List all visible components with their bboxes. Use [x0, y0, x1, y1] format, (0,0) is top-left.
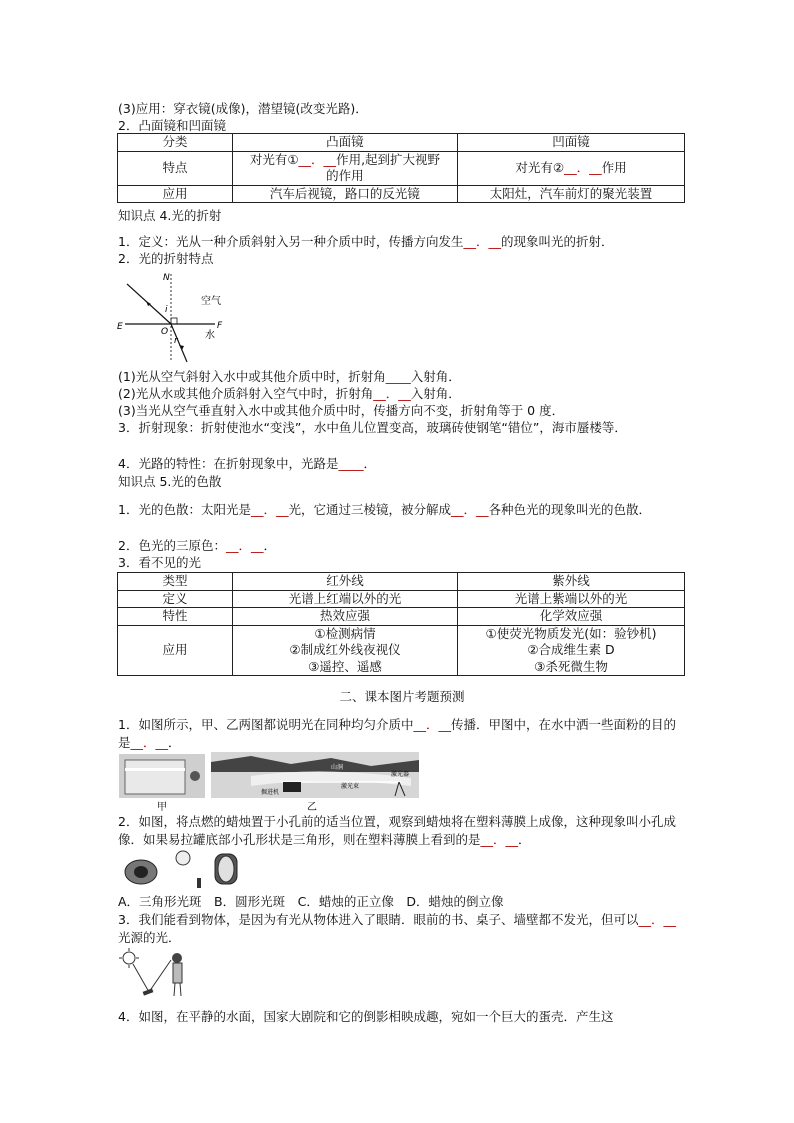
table-header-cell: 凹面镜 — [457, 134, 684, 152]
label-n: N — [163, 273, 170, 283]
d1-text-b: 光，它通过三棱镜，被分解成 — [288, 502, 451, 517]
q1-text-a: 1．如图所示，甲、乙两图都说明光在同种均匀介质中 — [118, 717, 414, 732]
film-screen — [218, 856, 234, 882]
section-title: 二、课本图片考题预测 — [339, 689, 465, 704]
answer-blank: __．__ — [463, 234, 501, 249]
sun-rays — [119, 948, 139, 968]
table-cell: 定义 — [118, 590, 233, 608]
light-path-property — [118, 455, 376, 473]
list-item: ①检测病情 — [314, 625, 376, 641]
label-f: F — [217, 321, 223, 331]
q3-text-a: 3．我们能看到物体，是因为有光从物体进入了眼睛．眼前的书、桌子、墙壁都不发光，但可以 — [118, 912, 639, 927]
reflected-ray — [149, 960, 171, 992]
table-header-cell: 红外线 — [232, 573, 457, 591]
uv-apps-cell — [457, 625, 684, 676]
question-4: 4．如图，在平静的水面，国家大剧院和它的倒影相映成趣，宛如一个巨大的蛋壳．产生这 — [118, 1009, 614, 1024]
water-tank — [125, 760, 185, 794]
refraction-point-1 — [118, 368, 461, 386]
table-cell: 光谱上红端以外的光 — [232, 590, 457, 608]
concave-feature-b: 作用 — [601, 159, 627, 175]
list-item: ③遥控、遥感 — [308, 658, 382, 674]
fig-label: 掘进机 — [261, 789, 280, 796]
figure-jia-label: 甲 — [157, 802, 167, 812]
light-ray — [133, 964, 149, 992]
answer-blank: __．__ — [480, 831, 519, 847]
tunnel-borer-icon — [283, 782, 301, 792]
fig-label: 激光器 — [391, 771, 410, 778]
def-text-b: 的现象叫光的折射． — [500, 234, 614, 249]
concave-feature-cell — [457, 151, 684, 185]
can-end — [134, 866, 148, 878]
p2-text-b: 入射角． — [410, 386, 461, 401]
q2-text-a: 2．如图，将点燃的蜡烛置于小孔前的适当位置，观察到蜡烛将在塑料薄膜上成像，这种现象叫小孔成像．如果易拉罐底部小孔形状是三角形，则在塑料薄膜上看到的是 — [118, 814, 676, 847]
table-cell: 化学效应强 — [457, 608, 684, 626]
table-cell: 应用 — [118, 625, 233, 676]
apply-label: 应用 — [118, 185, 233, 203]
answer-blank: __．__ — [225, 538, 264, 553]
path-text-a: 4．光路的特性：在折射现象中，光路是 — [118, 456, 339, 471]
d1-text-a: 1．光的色散：太阳光是 — [118, 502, 251, 517]
concave-apply: 太阳灶，汽车前灯的聚光装置 — [457, 185, 684, 203]
answer-blank: __．__ — [373, 386, 411, 401]
q1-text-b: 传播．甲图中，在水中洒一些面粉的目的是 — [118, 717, 676, 750]
refraction-point-3: (3)当光从空气垂直射入水中或其他介质中时，传播方向不变，折射角等于 0 度． — [118, 403, 565, 418]
table-row — [118, 625, 685, 676]
d1-text-c: 各种色光的现象叫光的色散． — [488, 502, 652, 517]
answer-blank: __．__ — [638, 912, 676, 927]
table-row — [118, 590, 685, 608]
q3-text-b: 光源的光． — [118, 929, 181, 945]
answer-blank: __．__ — [413, 717, 451, 732]
answer-blank: __．__ — [130, 734, 169, 750]
label-e: E — [117, 322, 123, 332]
girl-head-icon — [172, 953, 182, 963]
table-cell: 光谱上紫端以外的光 — [457, 590, 684, 608]
fig-label: 激光束 — [341, 783, 360, 790]
refraction-diagram — [117, 268, 237, 364]
convex-feature-c: 的作用 — [326, 168, 364, 183]
refraction-definition — [118, 233, 614, 251]
mirrors-heading: 2．凸面镜和凹面镜 — [118, 118, 226, 133]
primary-colors — [118, 537, 276, 555]
def-text-a: 1．定义：光从一种介质斜射入另一种介质中时，传播方向发生 — [118, 234, 464, 249]
candle-icon — [197, 878, 201, 888]
pinhole-figure — [119, 848, 239, 892]
table-cell: 特性 — [118, 608, 233, 626]
path-text-b: ． — [363, 456, 376, 471]
refraction-phenomena: 3．折射现象：折射使池水“变浅”，水中鱼儿位置变高，玻璃砖使钢笔“错位”，海市蜃楼等． — [118, 420, 627, 435]
question-2 — [118, 813, 680, 848]
list-item: ②合成维生素 D — [527, 642, 615, 657]
light-beam — [125, 768, 185, 771]
right-angle-mark — [171, 318, 177, 324]
answer-blank: __．__ — [298, 151, 337, 167]
concave-feature-a: 对光有② — [515, 159, 565, 175]
table-header-cell: 紫外线 — [457, 573, 684, 591]
question-2-options: A．三角形光斑 B．圆形光斑 C．蜡烛的正立像 D．蜡烛的倒立像 — [118, 894, 504, 909]
table-header-row — [118, 573, 685, 591]
q1-text-c: ． — [168, 734, 181, 750]
p1-text-b: 入射角． — [410, 369, 461, 384]
figure-jia — [119, 754, 205, 812]
answer-blank: ____ — [338, 456, 364, 471]
figure-yi-label: 乙 — [307, 802, 317, 813]
answer-blank: ____ — [385, 369, 411, 384]
table-row — [118, 608, 685, 626]
list-item: ①使荧光物质发光(如：验钞机) — [485, 625, 657, 641]
p1-text-a: (1)光从空气斜射入水中或其他介质中时，折射角 — [118, 369, 386, 384]
mirror-table — [117, 133, 685, 203]
convex-feature-cell — [232, 151, 457, 185]
convex-feature-b: 作用,起到扩大视野 — [336, 151, 441, 167]
label-i: i — [165, 305, 168, 315]
answer-blank: __．__ — [564, 159, 602, 175]
invisible-light-table — [117, 572, 685, 676]
table-header-cell: 分类 — [118, 134, 233, 152]
invisible-light-heading: 3．看不见的光 — [118, 555, 201, 570]
girl-leg — [180, 983, 181, 996]
label-o: O — [161, 327, 169, 337]
flame-icon — [176, 851, 190, 865]
answer-blank: __．__ — [250, 502, 289, 517]
ir-apps-cell — [232, 625, 457, 676]
d2-text-a: 2．色光的三原色： — [118, 538, 226, 553]
list-item: ③杀死微生物 — [534, 658, 608, 674]
table-row — [118, 151, 685, 185]
application-line: (3)应用：穿衣镜(成像)，潜望镜(改变光路)． — [118, 101, 368, 116]
table-header-cell: 类型 — [118, 573, 233, 591]
table-cell: 热效应强 — [232, 608, 457, 626]
label-air: 空气 — [201, 296, 221, 307]
refraction-features-heading: 2．光的折射特点 — [118, 251, 214, 266]
answer-blank: __．__ — [451, 502, 489, 517]
feature-label: 特点 — [118, 151, 233, 185]
table-header-cell: 凸面镜 — [232, 134, 457, 152]
laser-icon — [190, 771, 200, 781]
d2-text-b: ． — [263, 538, 276, 553]
sun-icon — [123, 952, 135, 964]
table-header-row — [118, 134, 685, 152]
list-item: ②制成红外线夜视仪 — [289, 642, 401, 657]
table-row — [118, 185, 685, 203]
figure-yi — [211, 752, 421, 814]
question-3 — [118, 911, 680, 946]
refraction-title: 知识点 4.光的折射 — [118, 208, 222, 223]
convex-feature-a: 对光有① — [249, 151, 299, 167]
refraction-point-2 — [118, 385, 461, 403]
p2-text-a: (2)光从水或其他介质斜射入空气中时，折射角 — [118, 386, 374, 401]
question-1 — [118, 716, 680, 751]
label-water: 水 — [205, 330, 215, 341]
q2-text-b: ． — [518, 831, 531, 847]
girl-leg — [174, 983, 175, 996]
sun-book-figure — [119, 948, 195, 1002]
dispersion-definition — [118, 501, 680, 519]
girl-body-icon — [173, 963, 182, 983]
fig-label: 山洞 — [331, 764, 344, 771]
label-r: r — [174, 336, 178, 346]
convex-apply: 汽车后视镜，路口的反光镜 — [232, 185, 457, 203]
dispersion-title: 知识点 5.光的色散 — [118, 474, 222, 489]
